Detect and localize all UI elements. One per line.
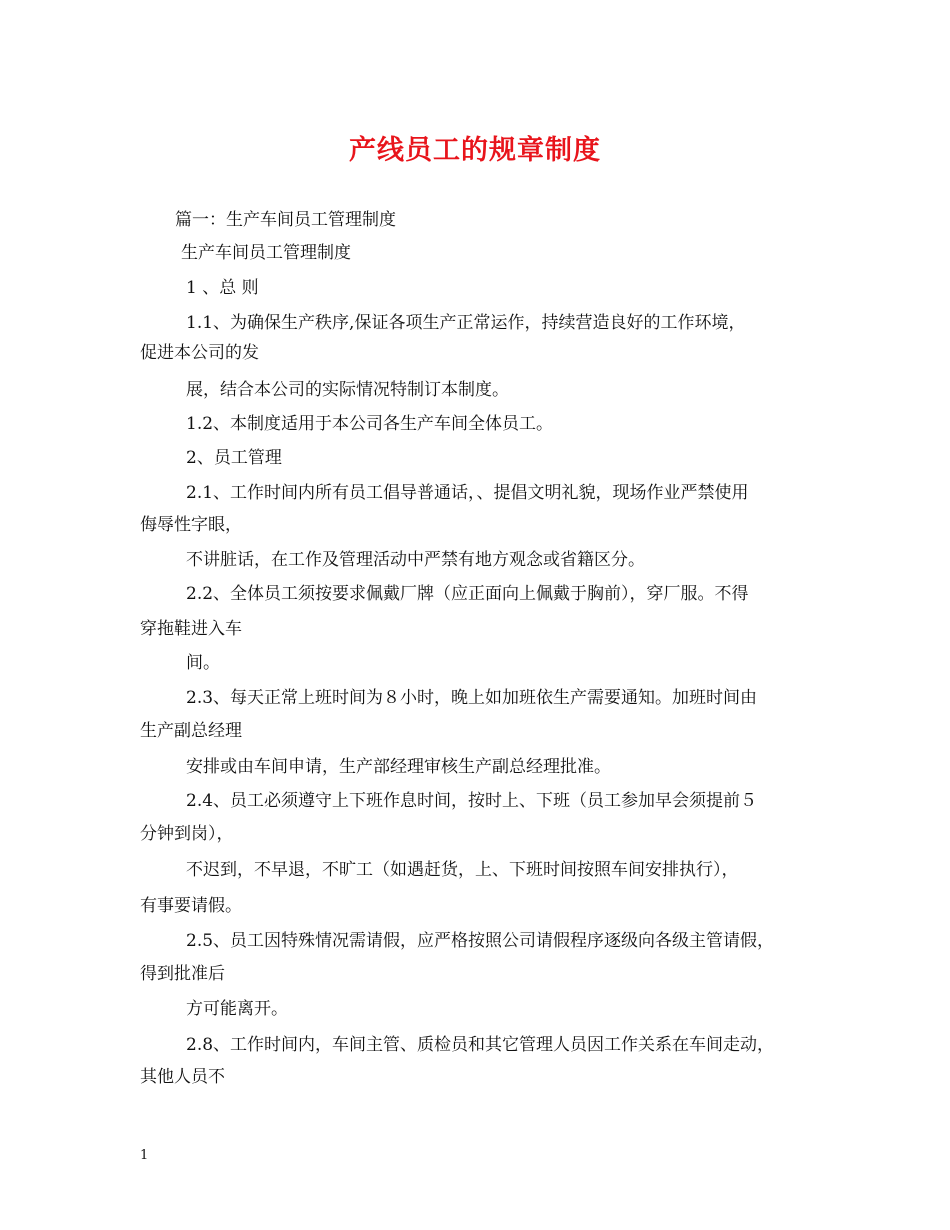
body-line: 2.5、员工因特殊情况需请假，应严格按照公司请假程序逐级向各级主管请假，: [186, 931, 775, 951]
body-line: 得到批准后: [140, 964, 225, 984]
body-line: 2、员工管理: [186, 448, 282, 468]
body-line: 方可能离开。: [186, 999, 288, 1019]
body-line: 穿拖鞋进入车: [140, 619, 242, 639]
body-line: 间。: [186, 653, 220, 673]
body-line: 2.4、员工必须遵守上下班作息时间，按时上、下班（员工参加早会须提前５: [186, 791, 758, 811]
body-line: 展，结合本公司的实际情况特制订本制度。: [186, 380, 509, 400]
body-line: 1.1、为确保生产秩序,保证各项生产正常运作，持续营造良好的工作环境，: [186, 313, 746, 333]
body-line: 有事要请假。: [140, 896, 242, 916]
body-line: 其他人员不: [140, 1067, 225, 1087]
body-line: 1 、总 则: [186, 278, 259, 298]
body-line: 2.2、全体员工须按要求佩戴厂牌（应正面向上佩戴于胸前），穿厂服。不得: [186, 584, 749, 604]
body-line: 分钟到岗），: [140, 824, 234, 844]
body-line: 侮辱性字眼，: [140, 515, 242, 535]
body-line: 2.8、工作时间内，车间主管、质检员和其它管理人员因工作关系在车间走动，: [186, 1035, 775, 1055]
page-number: 1: [140, 1148, 149, 1163]
body-line: 1.2、本制度适用于本公司各生产车间全体员工。: [186, 414, 554, 434]
body-line: 2.1、工作时间内所有员工倡导普通话，、提倡文明礼貌，现场作业严禁使用: [186, 483, 749, 503]
body-line: 2.3、每天正常上班时间为８小时，晚上如加班依生产需要通知。加班时间由: [186, 688, 758, 708]
body-line: 安排或由车间申请，生产部经理审核生产副总经理批准。: [186, 757, 611, 777]
body-line: 不迟到，不早退，不旷工（如遇赶货，上、下班时间按照车间安排执行），: [186, 860, 739, 880]
body-line: 促进本公司的发: [140, 343, 259, 363]
document-title: 产线员工的规章制度: [349, 135, 601, 166]
body-line: 不讲脏话，在工作及管理活动中严禁有地方观念或省籍区分。: [186, 550, 645, 570]
body-line: 篇一：生产车间员工管理制度: [175, 210, 396, 230]
body-line: 生产车间员工管理制度: [181, 243, 351, 263]
body-line: 生产副总经理: [140, 721, 242, 741]
